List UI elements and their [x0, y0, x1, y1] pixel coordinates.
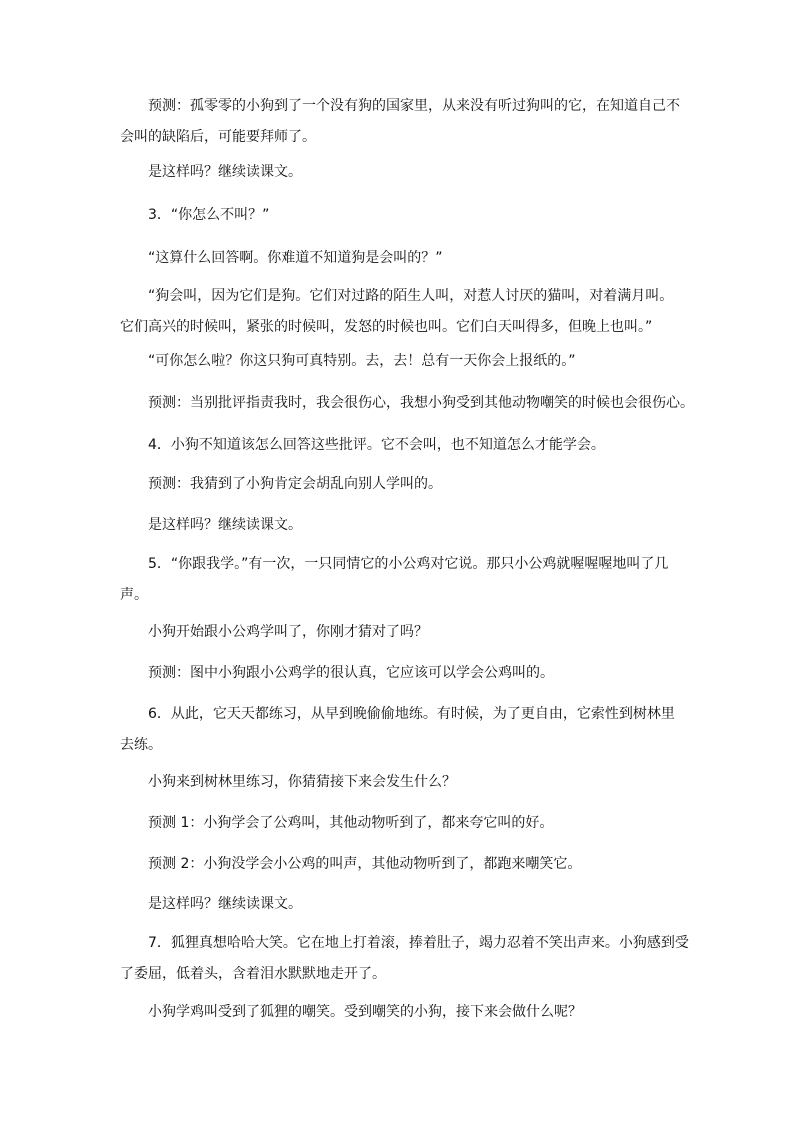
text-line: 预测：图中小狗跟小公鸡学的很认真，它应该可以学会公鸡叫的。	[148, 665, 554, 681]
paragraph-section-4	[120, 430, 680, 461]
paragraph-section-3	[120, 200, 680, 231]
text-line: “可你怎么啦？你这只狗可真特别。去，去！总有一天你会上报纸的。”	[148, 353, 576, 369]
paragraph-continue-reading	[120, 889, 680, 920]
paragraph-prediction	[120, 469, 680, 500]
text-line: “狗会叫，因为它们是狗。它们对过路的陌生人叫，对惹人讨厌的猫叫，对着满月叫。	[148, 288, 674, 304]
paragraph-section-6	[120, 699, 680, 761]
paragraph-section-5	[120, 549, 680, 611]
text-line: 会叫的缺陷后，可能要拜师了。	[120, 129, 316, 145]
paragraph-continue-reading	[120, 510, 680, 541]
paragraph-prediction-2	[120, 849, 680, 880]
text-line: 它们高兴的时候叫，紧张的时候叫，发怒的时候也叫。它们白天叫得多，但晚上也叫。”	[120, 319, 653, 335]
paragraph-prediction-intro	[120, 91, 680, 153]
text-line: 5．“你跟我学。”有一次，一只同情它的小公鸡对它说。那只小公鸡就喔喔喔地叫了几	[148, 556, 669, 572]
text-line: 预测：孤零零的小狗到了一个没有狗的国家里，从来没有听过狗叫的它，在知道自己不	[148, 98, 680, 114]
paragraph-dialogue	[120, 346, 680, 377]
paragraph-question	[120, 617, 680, 648]
text-line: 了委屈，低着头，含着泪水默默地走开了。	[120, 966, 386, 982]
text-line: 预测 1：小狗学会了公鸡叫，其他动物听到了，都来夸它叫的好。	[148, 815, 554, 831]
text-line: 是这样吗？继续读课文。	[148, 896, 302, 912]
paragraph-question	[120, 767, 680, 798]
paragraph-section-7	[120, 928, 689, 990]
text-line: 预测 2：小狗没学会小公鸡的叫声，其他动物听到了，都跑来嘲笑它。	[148, 856, 582, 872]
text-line: 小狗学鸡叫受到了狐狸的嘲笑。受到嘲笑的小狗，接下来会做什么呢？	[148, 1004, 582, 1020]
paragraph-question	[120, 997, 680, 1028]
paragraph-prediction	[120, 388, 694, 419]
text-line: 6．从此，它天天都练习，从早到晚偷偷地练。有时候，为了更自由，它索性到树林里	[148, 706, 675, 722]
paragraph-dog-barks	[120, 281, 680, 343]
text-line: 是这样吗？继续读课文。	[148, 517, 302, 533]
text-line: 小狗来到树林里练习，你猜猜接下来会发生什么？	[148, 774, 456, 790]
paragraph-continue-reading	[120, 157, 680, 188]
text-line: 预测：我猜到了小狗肯定会胡乱向别人学叫的。	[148, 476, 442, 492]
paragraph-prediction-1	[120, 808, 680, 839]
paragraph-dialogue	[120, 243, 680, 274]
text-line: “这算什么回答啊。你难道不知道狗是会叫的？”	[148, 250, 443, 266]
text-line: 声。	[120, 587, 148, 603]
text-line: 7．狐狸真想哈哈大笑。它在地上打着滚，捧着肚子，竭力忍着不笑出声来。小狗感到受	[148, 935, 689, 951]
text-line: 3．“你怎么不叫？”	[148, 207, 270, 223]
text-line: 预测：当别批评指责我时，我会很伤心，我想小狗受到其他动物嘲笑的时候也会很伤心。	[148, 395, 694, 411]
text-line: 小狗开始跟小公鸡学叫了，你刚才猜对了吗？	[148, 624, 428, 640]
paragraph-prediction	[120, 658, 680, 689]
text-line: 是这样吗？继续读课文。	[148, 164, 302, 180]
text-line: 去练。	[120, 737, 162, 753]
text-line: 4．小狗不知道该怎么回答这些批评。它不会叫，也不知道怎么才能学会。	[148, 437, 605, 453]
